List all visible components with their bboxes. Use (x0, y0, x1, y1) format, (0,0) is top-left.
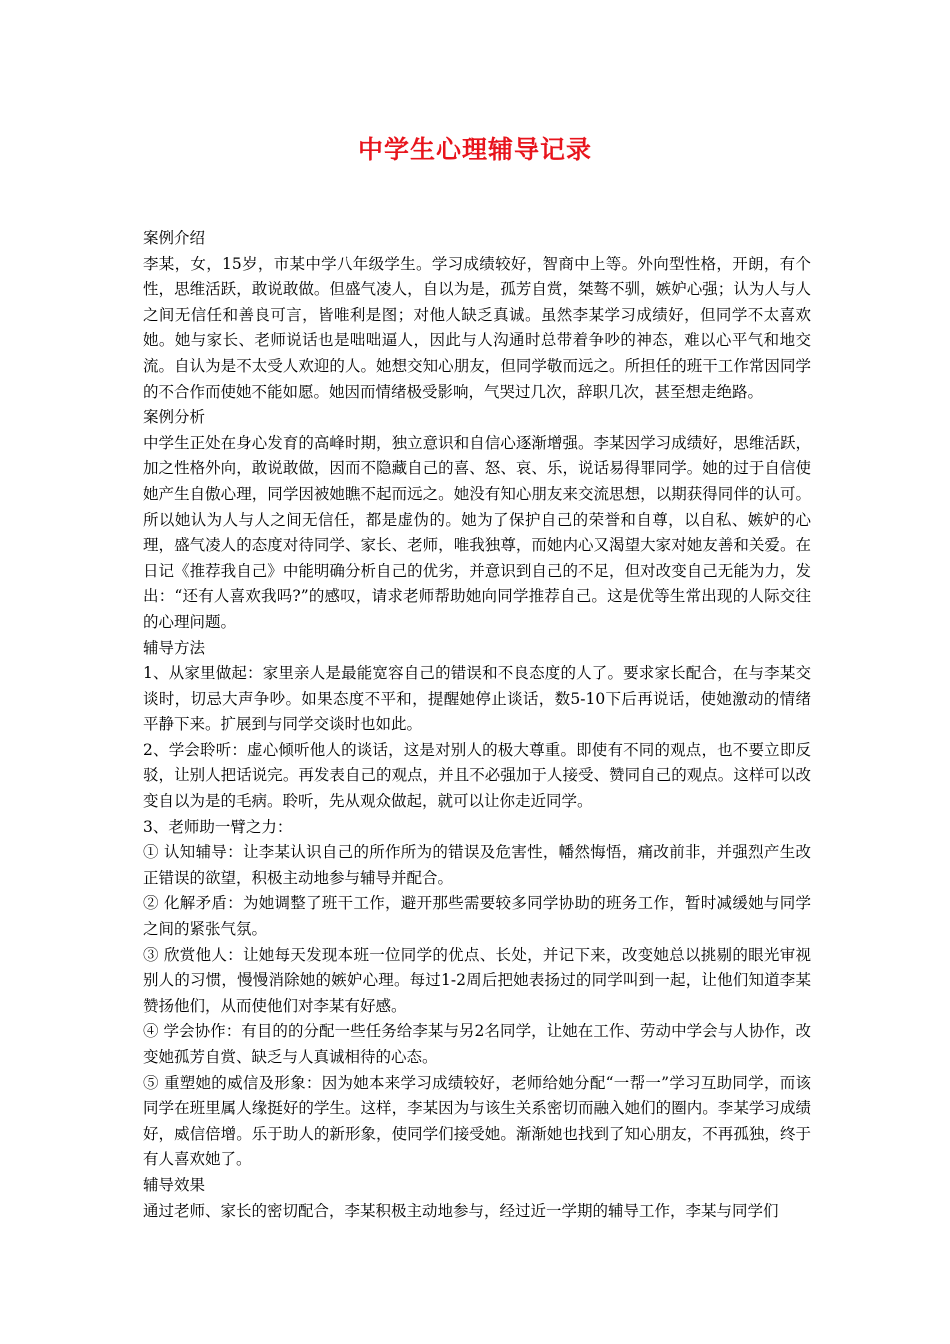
section-heading-case-intro: 案例介绍 (143, 229, 206, 247)
paragraph: 3、老师助一臂之力： (143, 817, 293, 836)
paragraph: 2、学会聆听：虚心倾听他人的谈话，这是对别人的极大尊重。即使有不同的观点，也不要立即反驳，让别人把话说完。再发表自己的观点，并且不必强加于人接受、赞同自己的观点。这样可以改变自以为是的毛病。聆听，先从观众做起，就可以让你走近同学。 (143, 740, 811, 811)
section-heading-methods: 辅导方法 (143, 638, 206, 657)
paragraph: 中学生正处在身心发育的高峰时期，独立意识和自信心逐渐增强。李某因学习成绩好，思维活跃，加之性格外向，敢说敢做，因而不隐藏自己的喜、怒、哀、乐，说话易得罪同学。她的过于自信使她产生自傲心理，同学因被她瞧不起而远之。她没有知心朋友来交流思想，以期获得同伴的认可。所以她认为人与人之间无信任，都是虚伪的。她为了保护自己的荣誉和自尊，以自私、嫉妒的心理，盛气凌人的态度对待同学、家长、老师，唯我独尊，而她内心又渴望大家对她友善和关爱。在日记《推荐我自己》中能明确分析自己的优劣，并意识到自己的不足，但对改变自己无能为力，发出：“还有人喜欢我吗?”的感叹，请求老师帮助她向同学推荐自己。这是优等生常出现的人际交往的心理问题。 (143, 433, 811, 631)
paragraph: 1、从家里做起：家里亲人是最能宽容自己的错误和不良态度的人了。要求家长配合，在与李某交谈时，切忌大声争吵。如果态度不平和，提醒她停止谈话，数5-10下后再说话，使她激动的情绪平静下来。扩展到与同学交谈时也如此。 (143, 664, 811, 734)
paragraph: 通过老师、家长的密切配合，李某积极主动地参与，经过近一学期的辅导工作，李某与同学们 (143, 1201, 779, 1220)
list-item: ② 化解矛盾：为她调整了班干工作，避开那些需要较多同学协助的班务工作，暂时减缓她与同学之间的紧张气氛。 (143, 894, 811, 939)
list-item: ③ 欣赏他人：让她每天发现本班一位同学的优点、长处，并记下来，改变她总以挑剔的眼光审视别人的习惯，慢慢消除她的嫉妒心理。每过1-2周后把她表扬过的同学叫到一起，让他们知道李某赞扬他们，从而使他们对李某有好感。 (143, 945, 811, 1015)
document-title: 中学生心理辅导记录 (357, 135, 592, 164)
section-heading-effect: 辅导效果 (143, 1175, 206, 1194)
section-heading-case-analysis: 案例分析 (143, 408, 206, 427)
document-body (143, 226, 811, 1224)
list-item: ⑤ 重塑她的威信及形象：因为她本来学习成绩较好，老师给她分配“一帮一”学习互助同学，而该同学在班里属人缘挺好的学生。这样，李某因为与该生关系密切而融入她们的圈内。李某学习成绩好，威信倍增。乐于助人的新形象，使同学们接受她。渐渐她也找到了知心朋友，不再孤独，终于有人喜欢她了。 (143, 1073, 811, 1169)
list-item: ① 认知辅导：让李某认识自己的所作所为的错误及危害性，幡然悔悟，痛改前非，并强烈产生改正错误的欲望，积极主动地参与辅导并配合。 (143, 843, 811, 887)
list-item: ④ 学会协作：有目的的分配一些任务给李某与另2名同学，让她在工作、劳动中学会与人协作，改变她孤芳自赏、缺乏与人真诚相待的心态。 (143, 1022, 811, 1066)
paragraph: 李某，女，15岁，市某中学八年级学生。学习成绩较好，智商中上等。外向型性格，开朗，有个性，思维活跃，敢说敢做。但盛气凌人，自以为是，孤芳自赏，桀骜不驯，嫉妒心强；认为人与人之间无信任和善良可言，皆唯利是图；对他人缺乏真诚。虽然李某学习成绩好，但同学不太喜欢她。她与家长、老师说话也是咄咄逼人，因此与人沟通时总带着争吵的神态，难以心平气和地交流。自认为是不太受人欢迎的人。她想交知心朋友，但同学敬而远之。所担任的班干工作常因同学的不合作而使她不能如愿。她因而情绪极受影响，气哭过几次，辞职几次，甚至想走绝路。 (143, 254, 811, 401)
